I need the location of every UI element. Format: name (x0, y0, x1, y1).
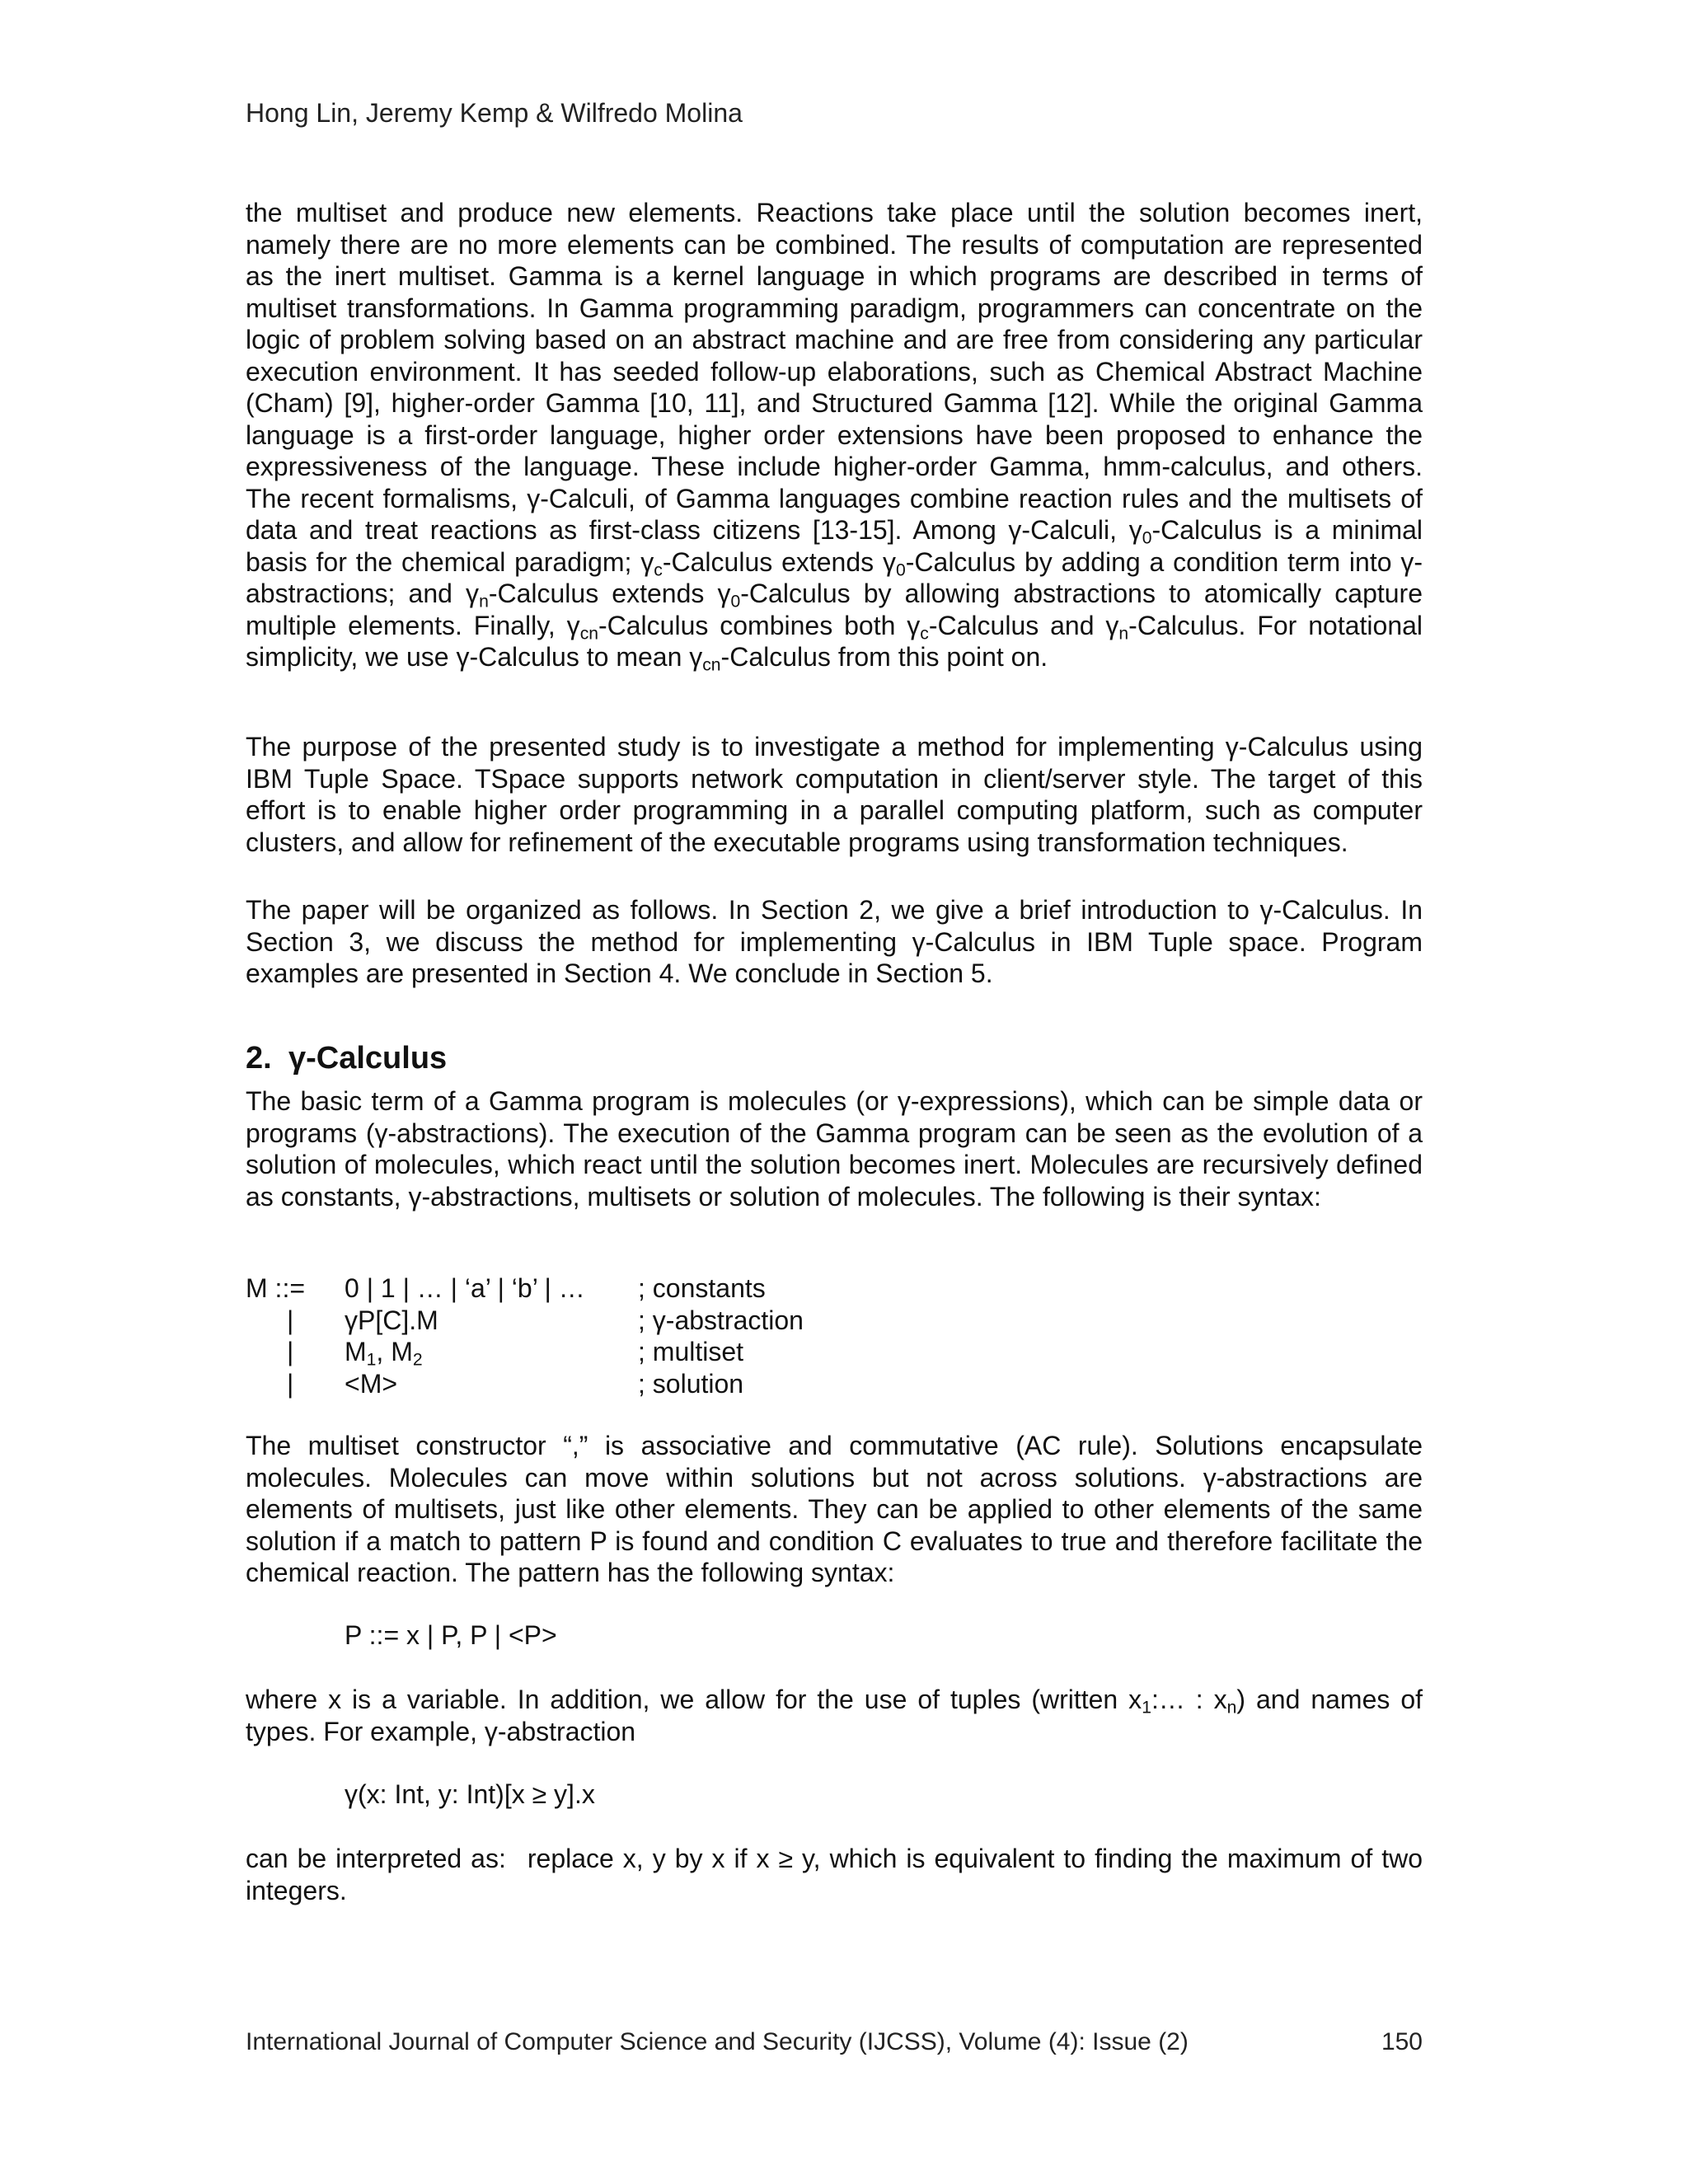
subscript: 0 (1142, 528, 1152, 548)
intro-text: -Calculus extends γ (488, 579, 731, 608)
grammar-comment: ; constants (638, 1273, 766, 1303)
grammar-rhs: γP[C].M (345, 1305, 438, 1335)
subscript: cn (702, 655, 721, 675)
journal-citation: International Journal of Computer Science and Security (IJCSS), Volume (4): Issue (2) (246, 2028, 1189, 2055)
gamma-abstraction-example: γ(x: Int, y: Int)[x ≥ y].x (345, 1779, 595, 1809)
interpretation-paragraph (246, 1843, 1423, 1906)
section-heading (246, 1040, 447, 1076)
grammar-rhs-text: M (345, 1337, 367, 1366)
running-header-authors: Hong Lin, Jeremy Kemp & Wilfredo Molina (246, 98, 743, 128)
grammar-rhs: <M> (345, 1368, 398, 1399)
grammar-comment: ; multiset (638, 1337, 744, 1366)
grammar-bar: | (287, 1305, 294, 1335)
where-text: where x is a variable. In addition, we allow for the use of tuples (written x (246, 1685, 1142, 1714)
subscript: 1 (1142, 1698, 1151, 1718)
organization-paragraph: The paper will be organized as follows. In Section 2, we give a brief introduction to γ-Calculus. In Section 3, we discuss the method for implementing γ-Calculus in IBM Tuple space. Program examples are presented in Section 4. We conclude in Section 5. (246, 895, 1423, 988)
where-text: :… : x (1151, 1685, 1227, 1714)
basic-term-paragraph: The basic term of a Gamma program is molecules (or γ-expressions), which can be simple data or programs (γ-abstractions). The execution of the Gamma program can be seen as the evolution of a solution of molecules, which react until the solution becomes inert. Molecules are recursively defined as constants, γ-abstractions, multisets or solution of molecules. The following is their syntax: (246, 1086, 1423, 1212)
grammar-rhs-text: , M (376, 1337, 413, 1366)
grammar-rhs (345, 1336, 423, 1368)
section-title: γ-Calculus (288, 1041, 448, 1076)
where-text: ) and names of types. For example, γ-abstraction (246, 1685, 1423, 1746)
subscript: 1 (366, 1350, 377, 1370)
subscript: n (1226, 1698, 1237, 1718)
intro-text: -Calculus. For notational simplicity, we use γ-Calculus to mean γ (246, 610, 1423, 672)
page-number: 150 (1381, 2028, 1423, 2055)
where-paragraph (246, 1684, 1423, 1747)
intro-text: -Calculus and γ (928, 610, 1119, 640)
intro-text: -Calculus extends γ (662, 546, 896, 577)
subscript: c (654, 560, 663, 579)
multiset-paragraph: The multiset constructor “,” is associative and commutative (AC rule). Solutions encapsulate molecules. Molecules can move within solutions but not across solutions. γ-abstractions are elements of multisets, just like other elements. They can be applied to other elements of the same solution if a match to pattern P is found and condition C evaluates to true and therefore facilitate the chemical reaction. The pattern has the following syntax: (246, 1431, 1423, 1587)
intro-text: -Calculus combines both γ (598, 610, 921, 640)
grammar-bar: | (287, 1337, 294, 1366)
purpose-paragraph: The purpose of the presented study is to investigate a method for implementing γ-Calculus using IBM Tuple Space. TSpace supports network computation in client/server style. The target of this effort is to enable higher order programming in a parallel computing platform, such as computer clusters, and allow for refinement of the executable programs using transformation techniques. (246, 732, 1423, 857)
grammar-comment: ; solution (638, 1368, 744, 1399)
subscript: n (1118, 623, 1129, 643)
pattern-syntax: P ::= x | P, P | <P> (345, 1620, 557, 1650)
interpretation-lead: can be interpreted as: (246, 1844, 506, 1873)
subscript: 0 (730, 592, 741, 612)
subscript: c (920, 623, 929, 643)
subscript: n (479, 592, 489, 612)
interpretation-text: replace x, y by x if x ≥ y, which is equivalent to finding the maximum of two integers. (246, 1844, 1423, 1905)
section-number: 2. (246, 1041, 272, 1076)
intro-text: -Calculus is a minimal basis for the chemical paradigm; γ (246, 515, 1423, 577)
intro-text: the multiset and produce new elements. Reactions take place until the solution becomes inert, namely there are no more elements can be combined. The results of computation are represented as the inert multiset. Gamma is a kernel language in which programs are described in terms of multiset transformations. In Gamma programming paradigm, programmers can concentrate on the logic of problem solving based on an abstract machine and are free from considering any particular execution environment. It has seeded follow-up elaborations, such as Chemical Abstract Machine (Cham) [9], higher-order Gamma [10, 11], and Structured Gamma [12]. While the original Gamma language is a first-order language, higher order extensions have been proposed to enhance the expressiveness of the language. These include higher-order Gamma, hmm-calculus, and others. The recent formalisms, γ-Calculi, of Gamma languages combine reaction rules and the multisets of data and treat reactions as first-class citizens [13-15]. Among γ-Calculi, γ (246, 198, 1423, 545)
intro-paragraph (246, 197, 1423, 673)
grammar-lhs: M ::= (246, 1273, 306, 1303)
intro-text: -Calculus by allowing abstractions to atomically capture multiple elements. Finally, γ (246, 579, 1423, 640)
subscript: cn (579, 623, 598, 643)
grammar-comment: ; γ-abstraction (638, 1305, 804, 1335)
intro-text: -Calculus by adding a condition term into γ-abstractions; and γ (246, 546, 1423, 608)
subscript: 2 (412, 1350, 423, 1370)
subscript: 0 (896, 560, 906, 579)
intro-text: -Calculus from this point on. (720, 642, 1048, 672)
grammar-rhs: 0 | 1 | … | ‘a’ | ‘b’ | … (345, 1273, 585, 1303)
grammar-bar: | (287, 1368, 294, 1399)
